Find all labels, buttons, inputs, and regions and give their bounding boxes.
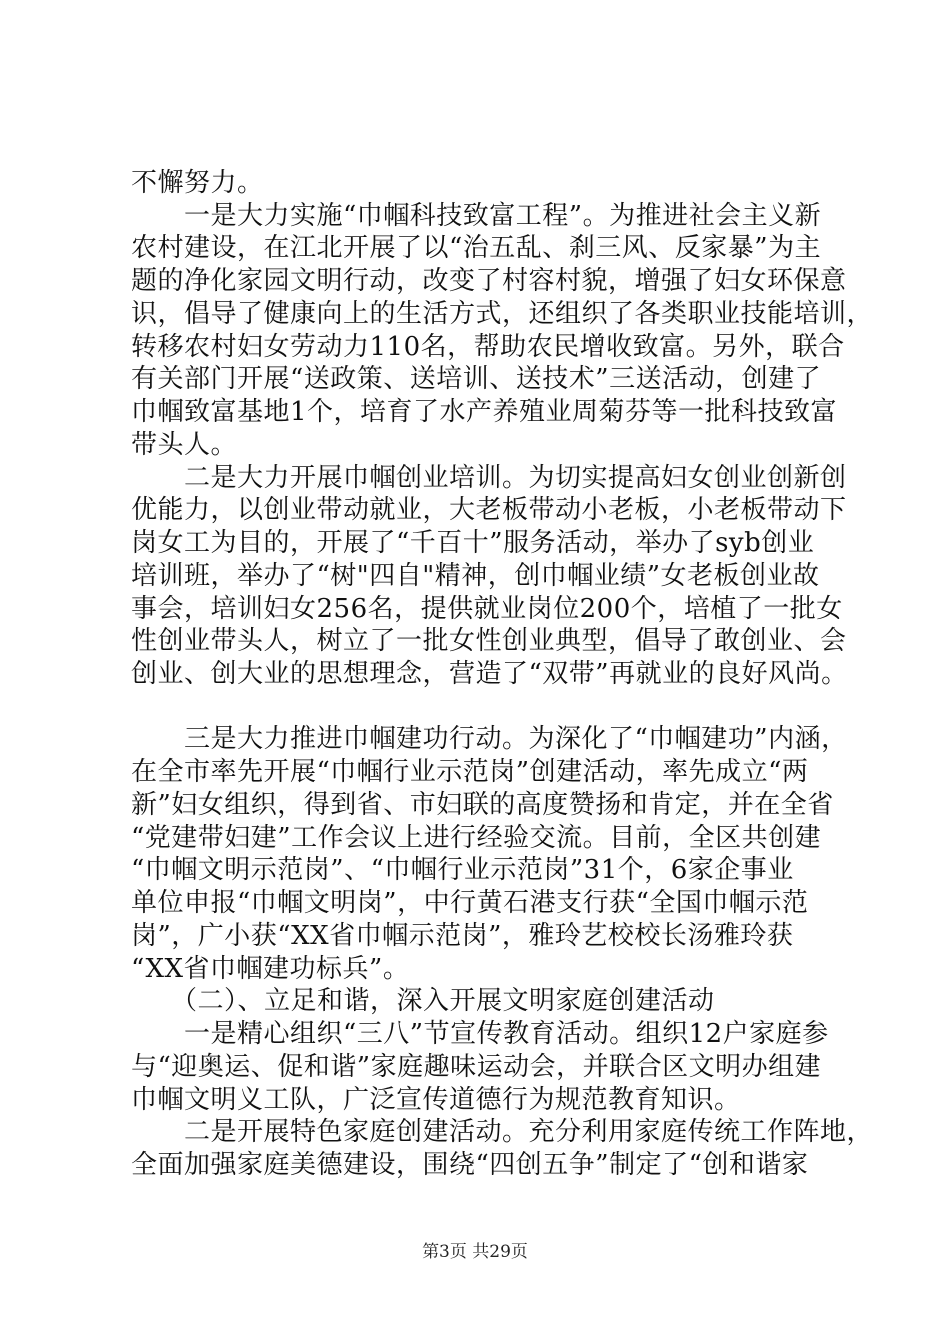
text-line: 性创业带头人，树立了一批女性创业典型，倡导了敢创业、会 — [131, 626, 847, 656]
text-line: “巾帼文明示范岗”、“巾帼行业示范岗”31个，6家企事业 — [131, 855, 794, 885]
text-line: 一是精心组织“三八”节宣传教育活动。组织12户家庭参 — [131, 1019, 829, 1049]
text-line: 识，倡导了健康向上的生活方式，还组织了各类职业技能培训， — [131, 299, 874, 329]
text-line: 巾帼致富基地1个，培育了水产养殖业周菊芬等一批科技致富 — [131, 397, 838, 427]
text-line: 在全市率先开展“巾帼行业示范岗”创建活动，率先成立“两 — [131, 757, 809, 787]
text-line: “XX省巾帼建功标兵”。 — [131, 954, 410, 984]
text-line: 不懈努力。 — [131, 168, 264, 198]
text-line: 巾帼文明义工队，广泛宣传道德行为规范教育知识。 — [131, 1085, 741, 1115]
text-line: 农村建设，在江北开展了以“治五乱、刹三风、反家暴”为主 — [131, 233, 822, 263]
text-line: 优能力，以创业带动就业，大老板带动小老板，小老板带动下 — [131, 495, 847, 525]
text-line: 岗女工为目的，开展了“千百十”服务活动，举办了syb创业 — [131, 528, 815, 558]
page-number-footer: 第3页 共29页 — [422, 1242, 528, 1262]
text-line: 带头人。 — [131, 430, 238, 460]
text-line: 二是开展特色家庭创建活动。充分利用家庭传统工作阵地， — [131, 1117, 874, 1147]
text-line: 创业、创大业的思想理念，营造了“双带”再就业的良好风尚。 — [131, 659, 848, 689]
section-heading: （二）、立足和谐，深入开展文明家庭创建活动 — [131, 986, 715, 1016]
text-line: 三是大力推进巾帼建功行动。为深化了“巾帼建功”内涵， — [131, 724, 848, 754]
text-line: “党建带妇建”工作会议上进行经验交流。目前，全区共创建 — [131, 823, 822, 853]
text-line: 一是大力实施“巾帼科技致富工程”。为推进社会主义新 — [131, 201, 822, 231]
text-line: 二是大力开展巾帼创业培训。为切实提高妇女创业创新创 — [131, 463, 847, 493]
text-line: 岗”，广小获“XX省巾帼示范岗”，雅玲艺校校长汤雅玲获 — [131, 921, 794, 951]
text-line: 有关部门开展“送政策、送培训、送技术”三送活动，创建了 — [131, 364, 822, 394]
text-line: 全面加强家庭美德建设，围绕“四创五争”制定了“创和谐家 — [131, 1150, 809, 1180]
text-line: 转移农村妇女劳动力110名，帮助农民增收致富。另外，联合 — [131, 332, 845, 362]
text-line: 单位申报“巾帼文明岗”，中行黄石港支行获“全国巾帼示范 — [131, 888, 809, 918]
text-line: 新”妇女组织，得到省、市妇联的高度赞扬和肯定，并在全省 — [131, 790, 834, 820]
text-line: 培训班，举办了“树"四自"精神，创巾帼业绩”女老板创业故 — [131, 561, 820, 591]
text-line: 事会，培训妇女256名，提供就业岗位200个，培植了一批女 — [131, 594, 843, 624]
text-line: 与“迎奥运、促和谐”家庭趣味运动会，并联合区文明办组建 — [131, 1052, 822, 1082]
text-line: 题的净化家园文明行动，改变了村容村貌，增强了妇女环保意 — [131, 266, 847, 296]
